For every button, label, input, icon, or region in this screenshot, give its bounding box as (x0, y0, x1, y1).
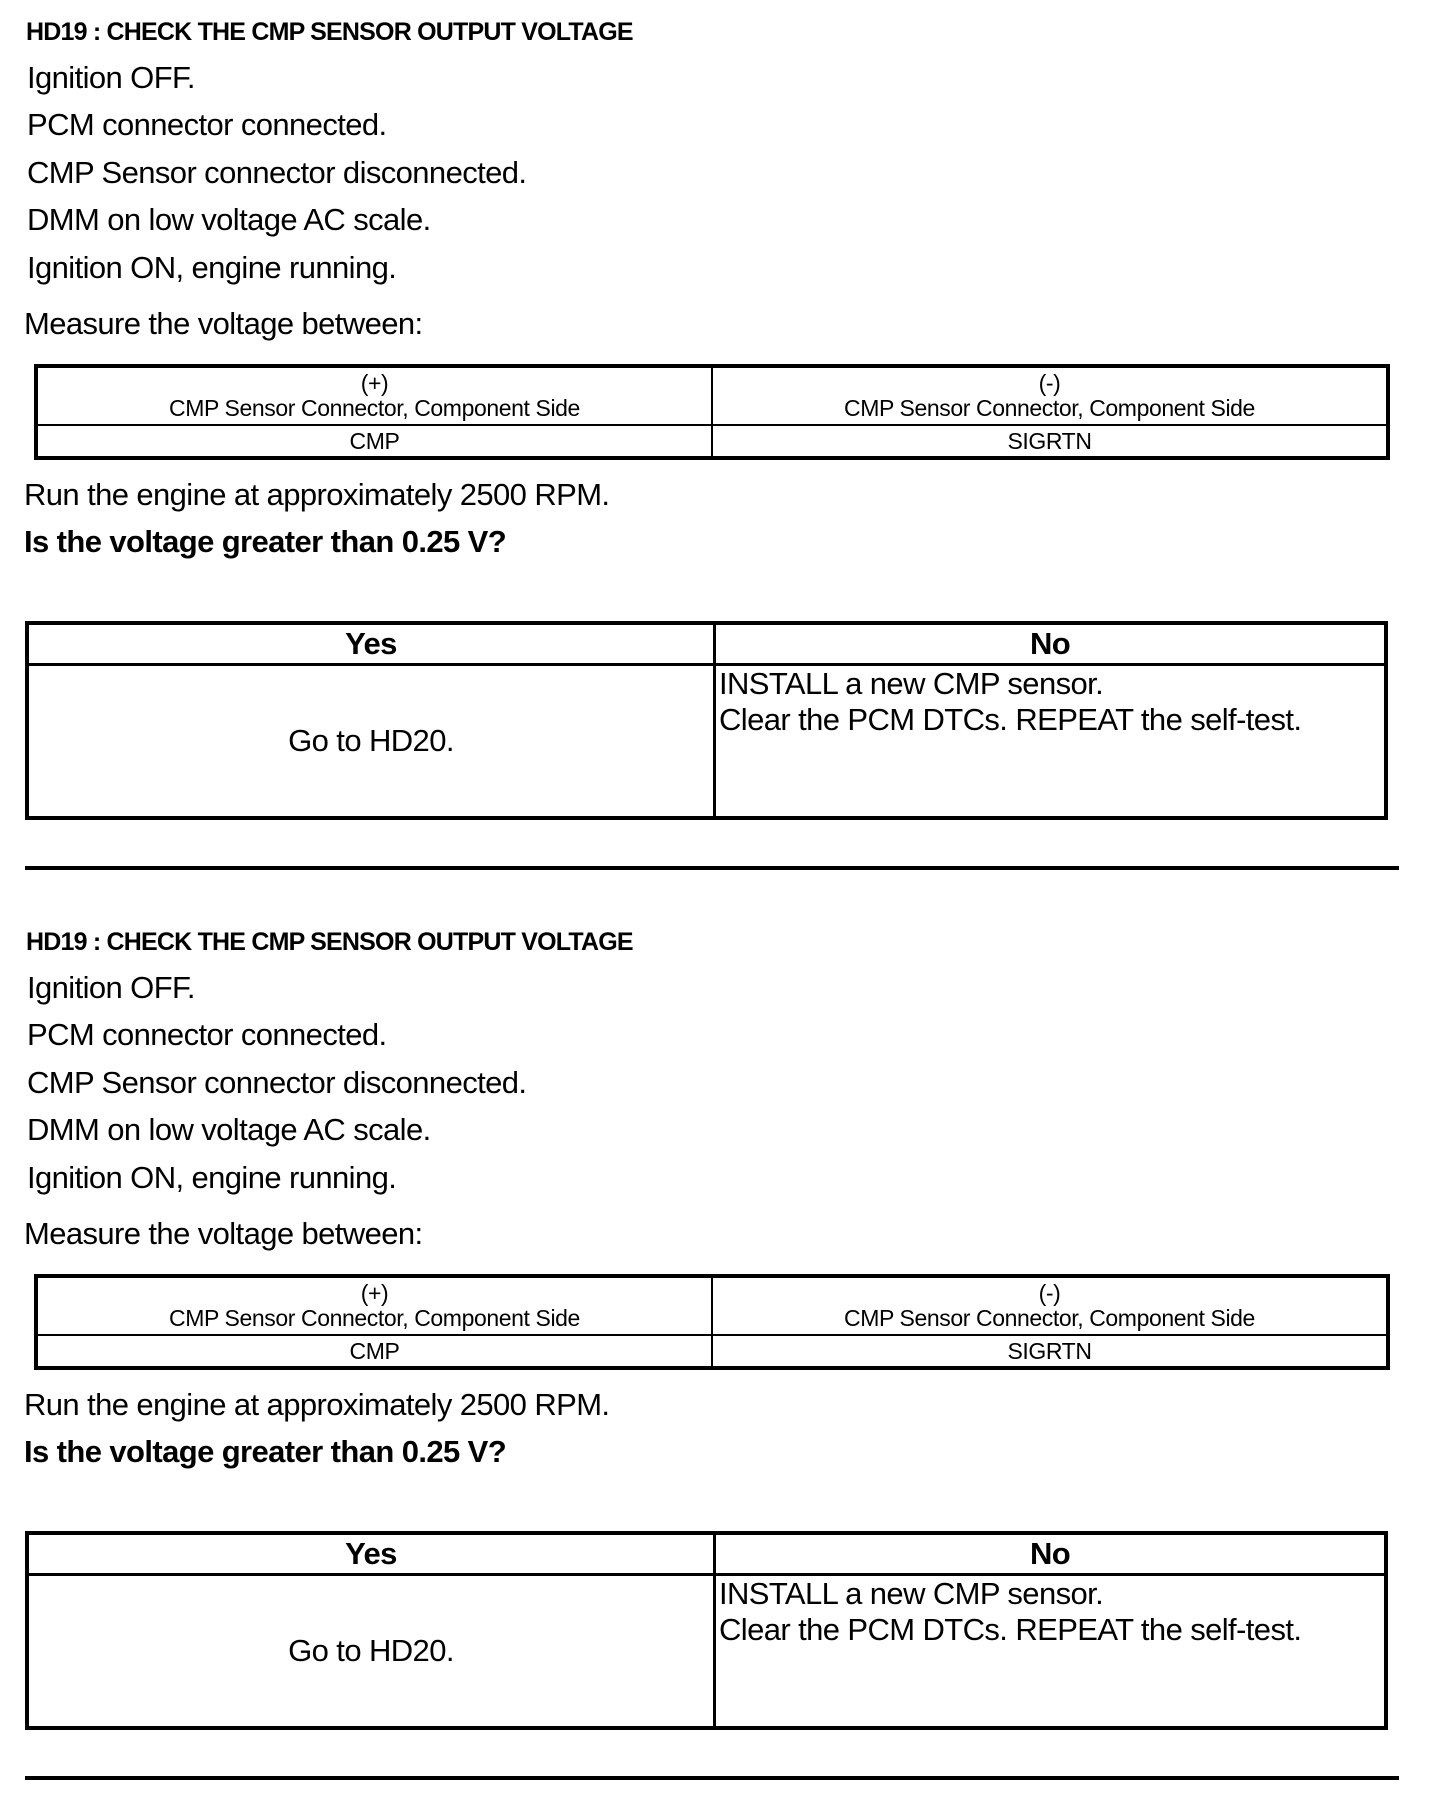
positive-lead-header (36, 366, 712, 425)
measurement-table (34, 1274, 1390, 1370)
diagnostic-step-block (0, 0, 1456, 900)
positive-pin: CMP (36, 1335, 712, 1368)
section-divider (25, 1776, 1399, 1780)
step-title: HD19 : CHECK THE CMP SENSOR OUTPUT VOLTAGE (26, 928, 633, 956)
step-text: DMM on low voltage AC scale. (27, 1112, 431, 1147)
no-action (715, 665, 1387, 819)
no-action-line: Clear the PCM DTCs. REPEAT the self-test. (719, 1612, 1302, 1647)
negative-location: CMP Sensor Connector, Component Side (844, 1305, 1255, 1331)
step-text: PCM connector connected. (27, 1017, 387, 1052)
result-table (25, 621, 1388, 820)
diagnostic-step-block (0, 910, 1456, 1810)
positive-location: CMP Sensor Connector, Component Side (169, 395, 580, 421)
measure-label: Measure the voltage between: (24, 306, 423, 341)
positive-lead-header (36, 1276, 712, 1335)
yes-action: Go to HD20. (27, 1575, 715, 1729)
step-title: HD19 : CHECK THE CMP SENSOR OUTPUT VOLTAGE (26, 18, 633, 46)
positive-sign: (+) (360, 1280, 389, 1306)
no-header: No (715, 623, 1387, 665)
step-text: CMP Sensor connector disconnected. (27, 155, 527, 190)
negative-sign: (-) (1038, 1280, 1061, 1306)
question: Is the voltage greater than 0.25 V? (24, 524, 507, 559)
step-text: Ignition OFF. (27, 970, 195, 1005)
step-text: Ignition ON, engine running. (27, 1160, 397, 1195)
no-header: No (715, 1533, 1387, 1575)
yes-header: Yes (27, 623, 715, 665)
section-divider (25, 866, 1399, 870)
positive-sign: (+) (360, 370, 389, 396)
positive-location: CMP Sensor Connector, Component Side (169, 1305, 580, 1331)
no-action-line: INSTALL a new CMP sensor. (719, 666, 1104, 701)
run-instruction: Run the engine at approximately 2500 RPM. (24, 477, 610, 512)
yes-header: Yes (27, 1533, 715, 1575)
step-text: DMM on low voltage AC scale. (27, 202, 431, 237)
negative-pin: SIGRTN (712, 425, 1388, 458)
no-action-line: INSTALL a new CMP sensor. (719, 1576, 1104, 1611)
question: Is the voltage greater than 0.25 V? (24, 1434, 507, 1469)
measurement-table (34, 364, 1390, 460)
step-text: Ignition OFF. (27, 60, 195, 95)
negative-sign: (-) (1038, 370, 1061, 396)
negative-lead-header (712, 366, 1388, 425)
positive-pin: CMP (36, 425, 712, 458)
step-text: CMP Sensor connector disconnected. (27, 1065, 527, 1100)
negative-pin: SIGRTN (712, 1335, 1388, 1368)
result-table (25, 1531, 1388, 1730)
run-instruction: Run the engine at approximately 2500 RPM. (24, 1387, 610, 1422)
step-text: PCM connector connected. (27, 107, 387, 142)
negative-lead-header (712, 1276, 1388, 1335)
step-text: Ignition ON, engine running. (27, 250, 397, 285)
yes-action: Go to HD20. (27, 665, 715, 819)
no-action (715, 1575, 1387, 1729)
no-action-line: Clear the PCM DTCs. REPEAT the self-test. (719, 702, 1302, 737)
measure-label: Measure the voltage between: (24, 1216, 423, 1251)
negative-location: CMP Sensor Connector, Component Side (844, 395, 1255, 421)
